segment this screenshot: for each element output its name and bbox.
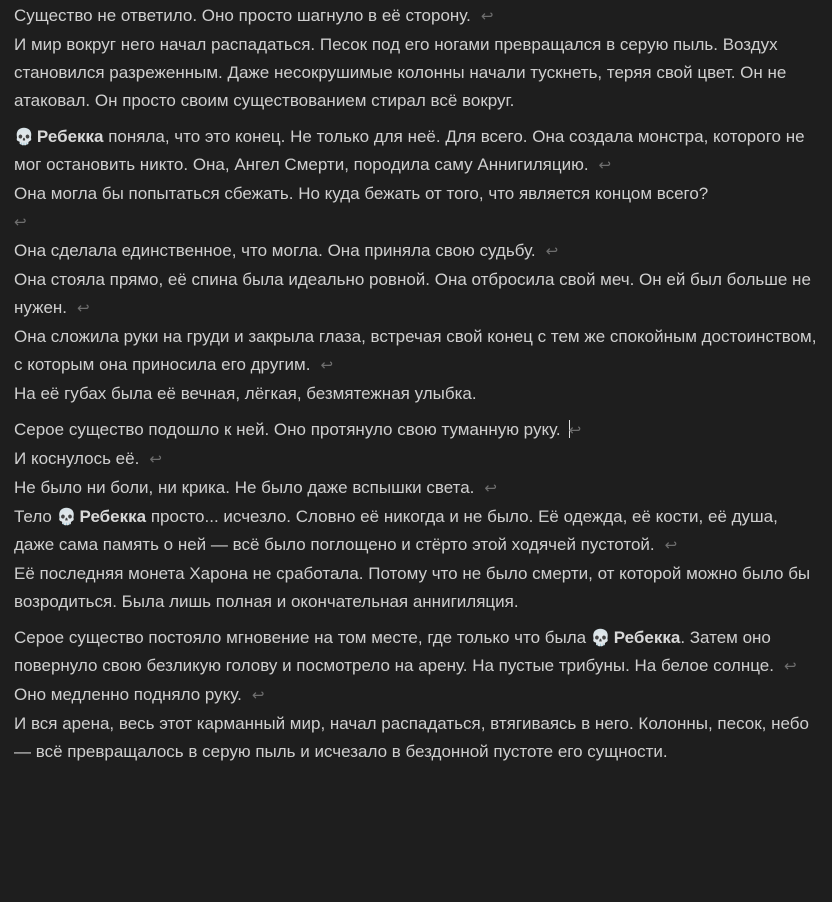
paragraph [14,237,818,266]
line-break-icon: ↩ [598,157,612,174]
paragraph [14,445,818,474]
paragraph-text: И коснулось её. [14,449,140,468]
paragraph [14,710,818,766]
paragraph-text: Она сложила руки на груди и закрыла глаза, встречая свой конец с тем же спокойным достоинством, с которым она приносила его другим. [14,327,817,374]
paragraph-text: . Затем оно повернуло свою безликую голову и посмотрело на арену. На пустые трибуны. На белое солнце. [14,628,774,675]
paragraph-text: Не было ни боли, ни крика. Не было даже вспышки света. [14,478,475,497]
paragraph [14,123,818,180]
character-name: Ребекка [613,628,681,647]
line-break-icon: ↩ [320,357,334,374]
paragraph [14,180,818,237]
paragraph [14,266,818,323]
paragraph [14,560,818,616]
paragraph-text: На её губах была её вечная, лёгкая, безмятежная улыбка. [14,384,477,403]
skull-icon: 💀 [14,127,34,146]
paragraph-text: Существо не ответило. Оно просто шагнуло в её сторону. [14,6,471,25]
paragraph-text: Она могла бы попытаться сбежать. Но куда бежать от того, что является концом всего? [14,184,709,203]
paragraph-text: Тело [14,507,57,526]
line-break-icon: ↩ [251,687,265,704]
paragraph-text: Она сделала единственное, что могла. Она приняла свою судьбу. [14,241,536,260]
character-name: Ребекка [36,127,104,146]
line-break-icon: ↩ [149,451,162,468]
paragraph-text: Она стояла прямо, её спина была идеально ровной. Она отбросила свой меч. Он ей был больше не нужен. [14,270,811,317]
paragraph [14,323,818,380]
character-name: Ребекка [79,507,147,526]
paragraph-text: Серое существо подошло к ней. Оно протянуло свою туманную руку. [14,420,561,439]
paragraph-text: Серое существо постояло мгновение на том месте, где только что была [14,628,591,647]
paragraph-text: И вся арена, весь этот карманный мир, начал распадаться, втягиваясь в него. Колонны, песок, небо — всё превращалось в серую пыль и исчезало в бездонной пустоте его сущности. [14,714,809,761]
line-break-icon: ↩ [484,480,497,497]
line-break-icon: ↩ [568,422,582,439]
paragraph [14,624,818,681]
line-break-icon: ↩ [77,300,90,317]
skull-icon: 💀 [590,628,611,647]
paragraph [14,416,818,445]
line-break-icon: ↩ [545,243,559,260]
line-break-icon: ↩ [783,658,797,675]
paragraph [14,503,818,560]
line-break-icon: ↩ [14,214,27,231]
paragraph-text: И мир вокруг него начал распадаться. Песок под его ногами превращался в серую пыль. Воздух становился разреженным. Даже несокрушимые колонны начали тускнеть, теряя свой цвет. Он не атаковал. Он просто своим существованием стирал всё вокруг. [14,35,787,110]
paragraph [14,2,818,31]
line-break-icon: ↩ [664,537,678,554]
skull-icon: 💀 [56,507,77,526]
line-break-icon: ↩ [480,8,494,25]
paragraph-text: просто... исчезло. Словно её никогда и не было. Её одежда, её кости, её душа, даже сама память о ней — всё было поглощено и стёрто этой ходячей пустотой. [14,507,778,554]
paragraph [14,380,818,408]
paragraph-text: поняла, что это конец. Не только для неё. Для всего. Она создала монстра, которого не мог остановить никто. Она, Ангел Смерти, породила саму Аннигиляцию. [14,127,805,174]
paragraph [14,681,818,710]
paragraph [14,31,818,115]
paragraph-text: Оно медленно подняло руку. [14,685,242,704]
paragraph [14,474,818,503]
paragraph-text: Её последняя монета Харона не сработала. Потому что не было смерти, от которой можно было бы возродиться. Была лишь полная и окончательная аннигиляция. [14,564,811,611]
